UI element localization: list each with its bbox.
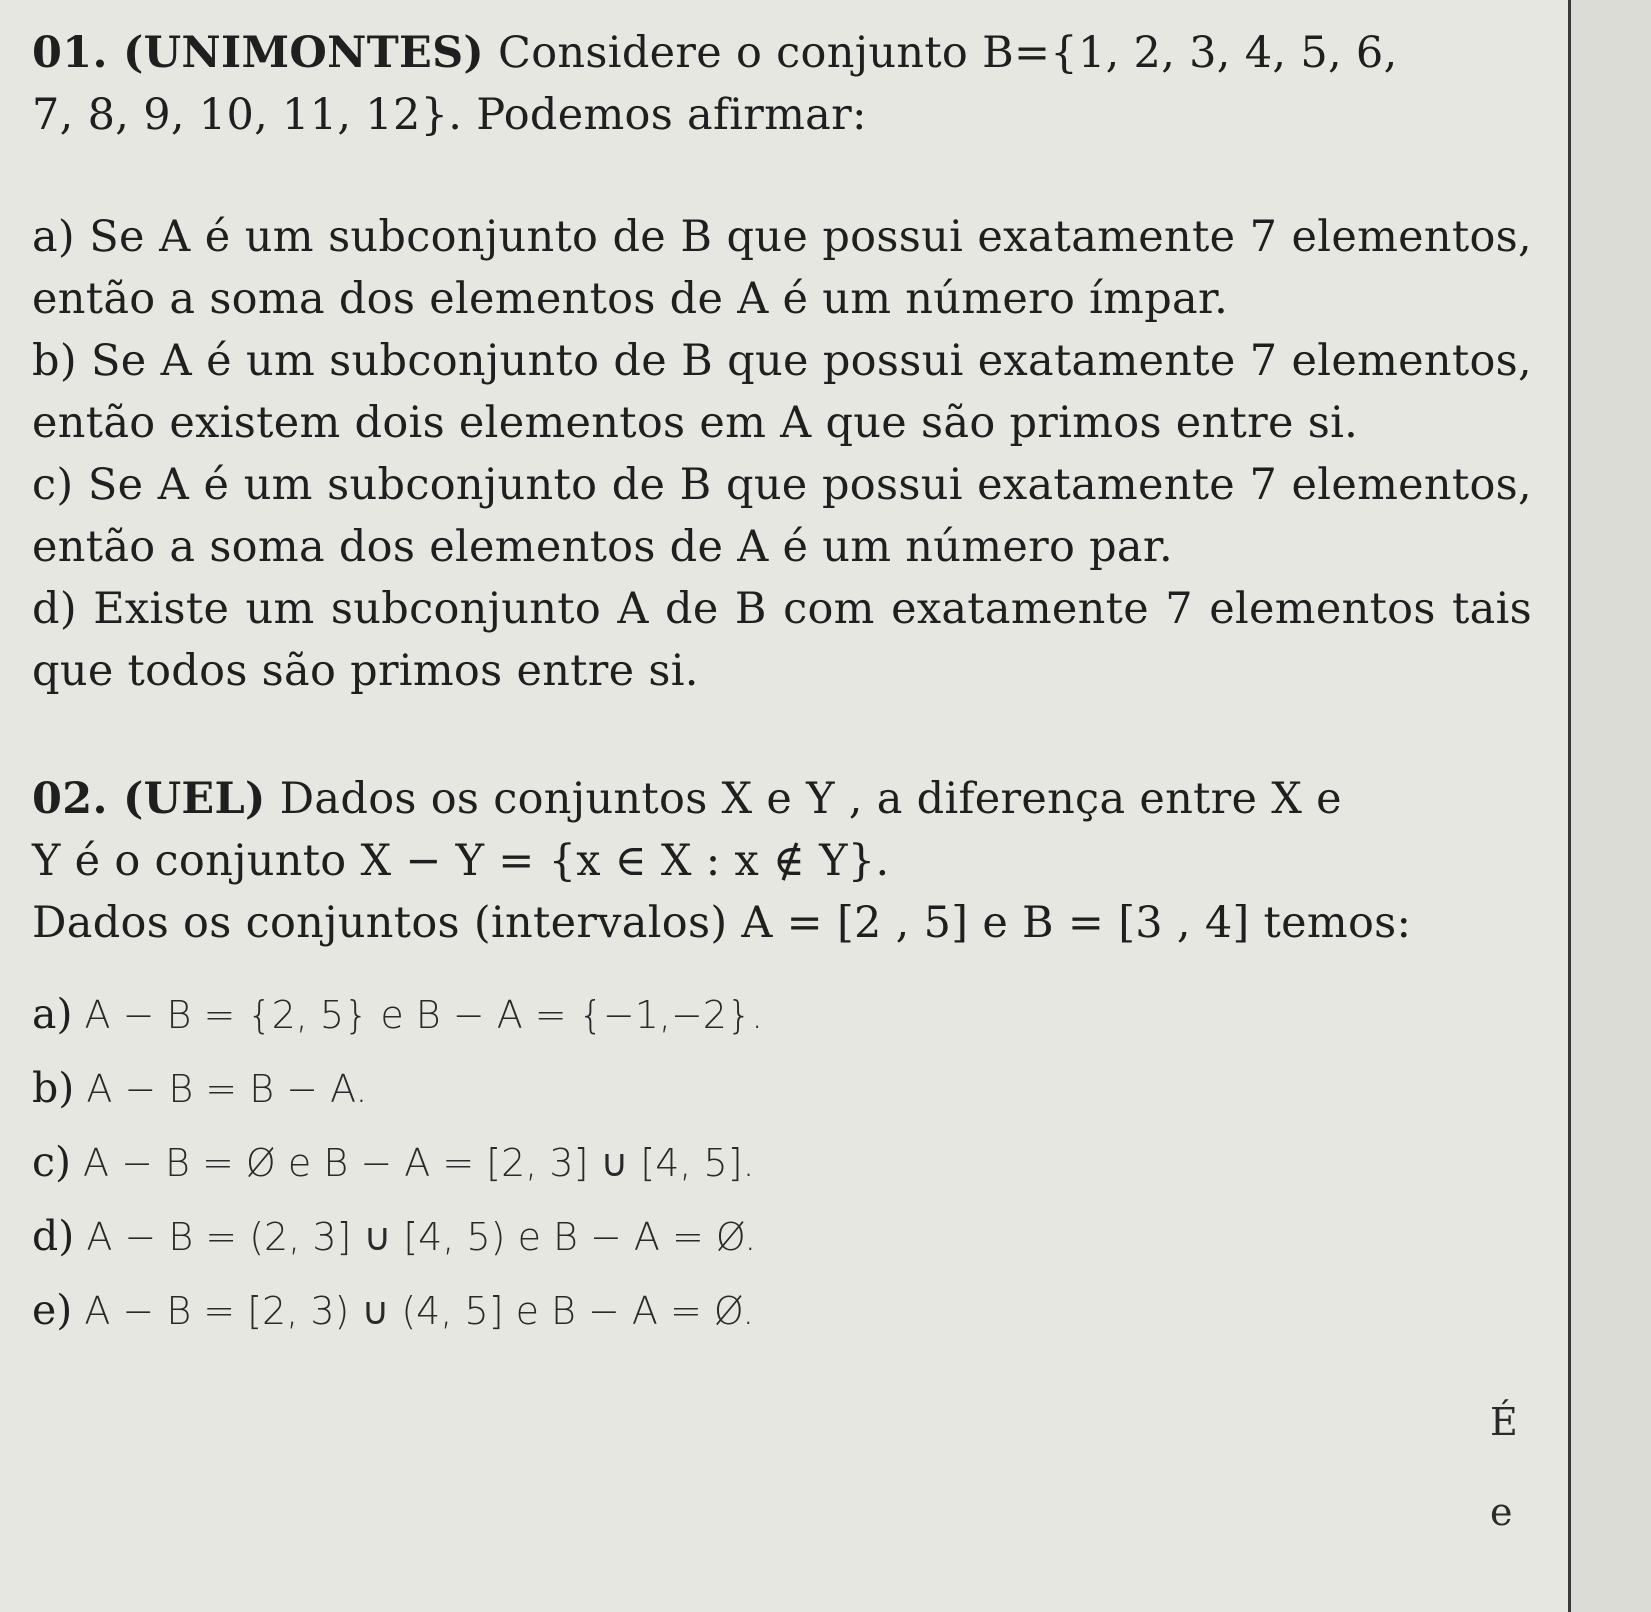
question-1-statement-line-1: Considere o conjunto B={1, 2, 3, 4, 5, 6,	[484, 28, 1398, 78]
option-text: Se A é um subconjunto de B que possui exatamente 7 elementos, então a soma dos elementos de A é um número par.	[32, 460, 1532, 572]
margin-fragment-1: É	[1490, 1400, 1518, 1444]
option-label: b)	[32, 336, 77, 386]
option-label: a)	[32, 990, 73, 1038]
question-2-option-c	[32, 1130, 1532, 1204]
question-2-statement-line-3: Dados os conjuntos (intervalos) A = [2 , 5] e B = [3 , 4] temos:	[32, 898, 1412, 948]
question-2-statement-text-1: Dados os conjuntos X e Y , a diferença entre X e	[265, 774, 1342, 824]
question-2	[32, 768, 1532, 1352]
option-text: Se A é um subconjunto de B que possui exatamente 7 elementos, então a soma dos elementos de A é um número ímpar.	[32, 212, 1532, 324]
option-text: A − B = [2, 3) ∪ (4, 5] e B − A = Ø.	[72, 1289, 755, 1333]
question-2-option-a	[32, 982, 1532, 1056]
option-label: d)	[32, 584, 77, 634]
question-2-option-b	[32, 1056, 1532, 1130]
question-2-options	[32, 982, 1532, 1352]
option-text: A − B = (2, 3] ∪ [4, 5) e B − A = Ø.	[74, 1215, 757, 1259]
question-2-heading: 02. (UEL)	[32, 774, 266, 824]
question-1-option-b	[32, 330, 1532, 454]
option-text: Existe um subconjunto A de B com exatamente 7 elementos tais que todos são primos entre si.	[32, 584, 1532, 696]
document-content	[32, 22, 1532, 1352]
option-text: A − B = {2, 5} e B − A = {−1,−2}.	[72, 993, 764, 1037]
question-1-option-d	[32, 578, 1532, 702]
question-2-statement-line-2: Y é o conjunto X − Y = {x ∈ X : x ∉ Y}.	[32, 836, 890, 886]
option-text: Se A é um subconjunto de B que possui exatamente 7 elementos, então existem dois elementos em A que são primos entre si.	[32, 336, 1532, 448]
option-text: A − B = B − A.	[74, 1067, 368, 1111]
page-edge-border	[1568, 0, 1571, 1612]
question-1-option-a	[32, 206, 1532, 330]
question-2-option-e	[32, 1278, 1532, 1352]
question-1-option-c	[32, 454, 1532, 578]
question-1-statement	[32, 22, 1532, 146]
option-label: e)	[32, 1286, 73, 1334]
option-label: a)	[32, 212, 76, 262]
question-1-heading: 01. (UNIMONTES)	[32, 28, 485, 78]
option-label: c)	[32, 460, 74, 510]
question-2-statement-line-1	[32, 768, 1532, 830]
option-label: d)	[32, 1212, 75, 1260]
question-2-option-d	[32, 1204, 1532, 1278]
question-1	[32, 22, 1532, 702]
option-label: b)	[32, 1064, 75, 1112]
option-text: A − B = Ø e B − A = [2, 3] ∪ [4, 5].	[70, 1141, 755, 1185]
question-1-statement-line-2: 7, 8, 9, 10, 11, 12}. Podemos afirmar:	[32, 90, 867, 140]
margin-fragment-2: e	[1490, 1490, 1513, 1534]
option-label: c)	[32, 1138, 71, 1186]
